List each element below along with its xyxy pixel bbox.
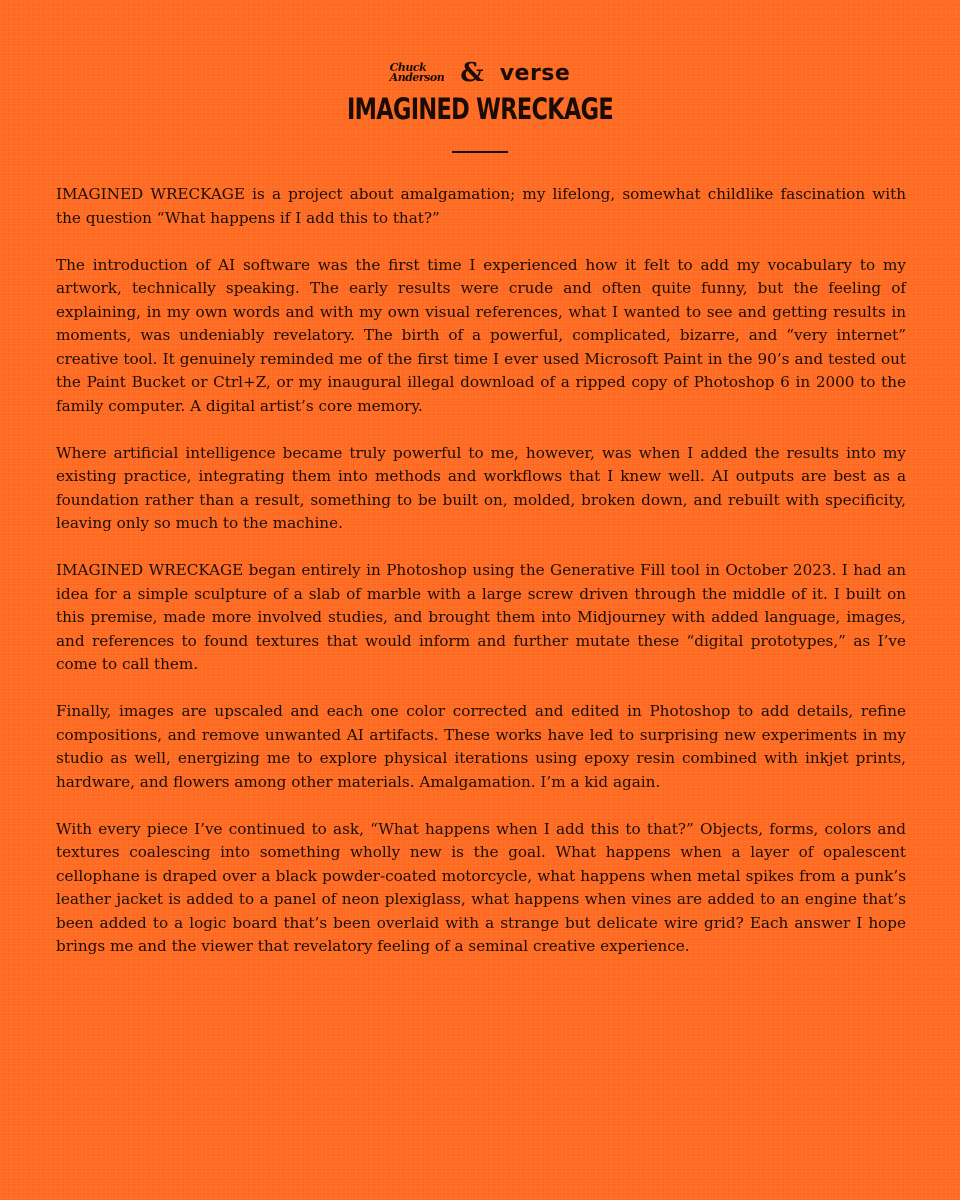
paragraph: The introduction of AI software was the first time I experienced how it felt to add my vocabulary to my artwork, technically speaking. The early results were crude and often quite funny, but the feeling of explaining, in my own words and with my own visual references, what I wanted to see and getting results in moments, was undeniably revelatory. The birth of a powerful, complicated, bizarre, and “very internet” creative tool. It genuinely reminded me of the first time I ever used Microsoft Paint in the 90’s and tested out the Paint Bucket or Ctrl+Z, or my inaugural illegal download of a ripped copy of Photoshop 6 in 2000 to the family computer. A digital artist’s core memory. bbox=[56, 255, 906, 415]
paragraph: IMAGINED WRECKAGE began entirely in Photoshop using the Generative Fill tool in October 2023. I had an idea for a simple sculpture of a slab of marble with a large screw driven through the middle of it. I built on this premise, made more involved studies, and brought them into Midjourney with added language, images, and references to found textures that would inform and further mutate these “digital prototypes,” as I’ve come to call them. bbox=[56, 561, 906, 673]
chuck-anderson-logo bbox=[390, 63, 445, 83]
chuck-logo-line2: Anderson bbox=[389, 71, 445, 84]
paragraph: IMAGINED WRECKAGE is a project about amalgamation; my lifelong, somewhat childlike fascination with the question “What happens if I add this to that?” bbox=[56, 185, 906, 227]
paragraph: Where artificial intelligence became truly powerful to me, however, was when I added the results into my existing practice, integrating them into methods and workflows that I knew well. AI outputs are best as a foundation rather than a result, something to be built on, molded, broken down, and rebuilt with specificity, leaving only so much to the machine. bbox=[56, 443, 906, 532]
paragraph: With every piece I’ve continued to ask, “What happens when I add this to that?” Objects, forms, colors and textures coalescing into something wholly new is the goal. What happens when a layer of opalescent cellophane is draped over a black powder-coated motorcycle, what happens when metal spikes from a punk’s leather jacket is added to a panel of neon plexiglass, what happens when vines are added to an engine that’s been added to a logic board that’s been overlaid with a strange but delicate wire grid? Each answer I hope brings me and the viewer that revelatory feeling of a seminal creative experience. bbox=[56, 819, 906, 955]
ampersand: & bbox=[460, 58, 484, 88]
verse-logo: verse bbox=[499, 60, 571, 86]
paragraph: Finally, images are upscaled and each one color corrected and edited in Photoshop to add details, refine compositions, and remove unwanted AI artifacts. These works have led to surprising new experiments in my studio as well, energizing me to explore physical iterations using epoxy resin combined with inkjet prints, hardware, and flowers among other materials. Amalgamation. I’m a kid again. bbox=[56, 702, 906, 791]
logo-row bbox=[0, 56, 960, 90]
header bbox=[0, 56, 960, 153]
page-title: IMAGINED WRECKAGE bbox=[347, 92, 613, 126]
divider bbox=[452, 151, 508, 153]
body-text bbox=[56, 183, 906, 982]
chuck-logo-line1: Chuck bbox=[389, 61, 427, 74]
